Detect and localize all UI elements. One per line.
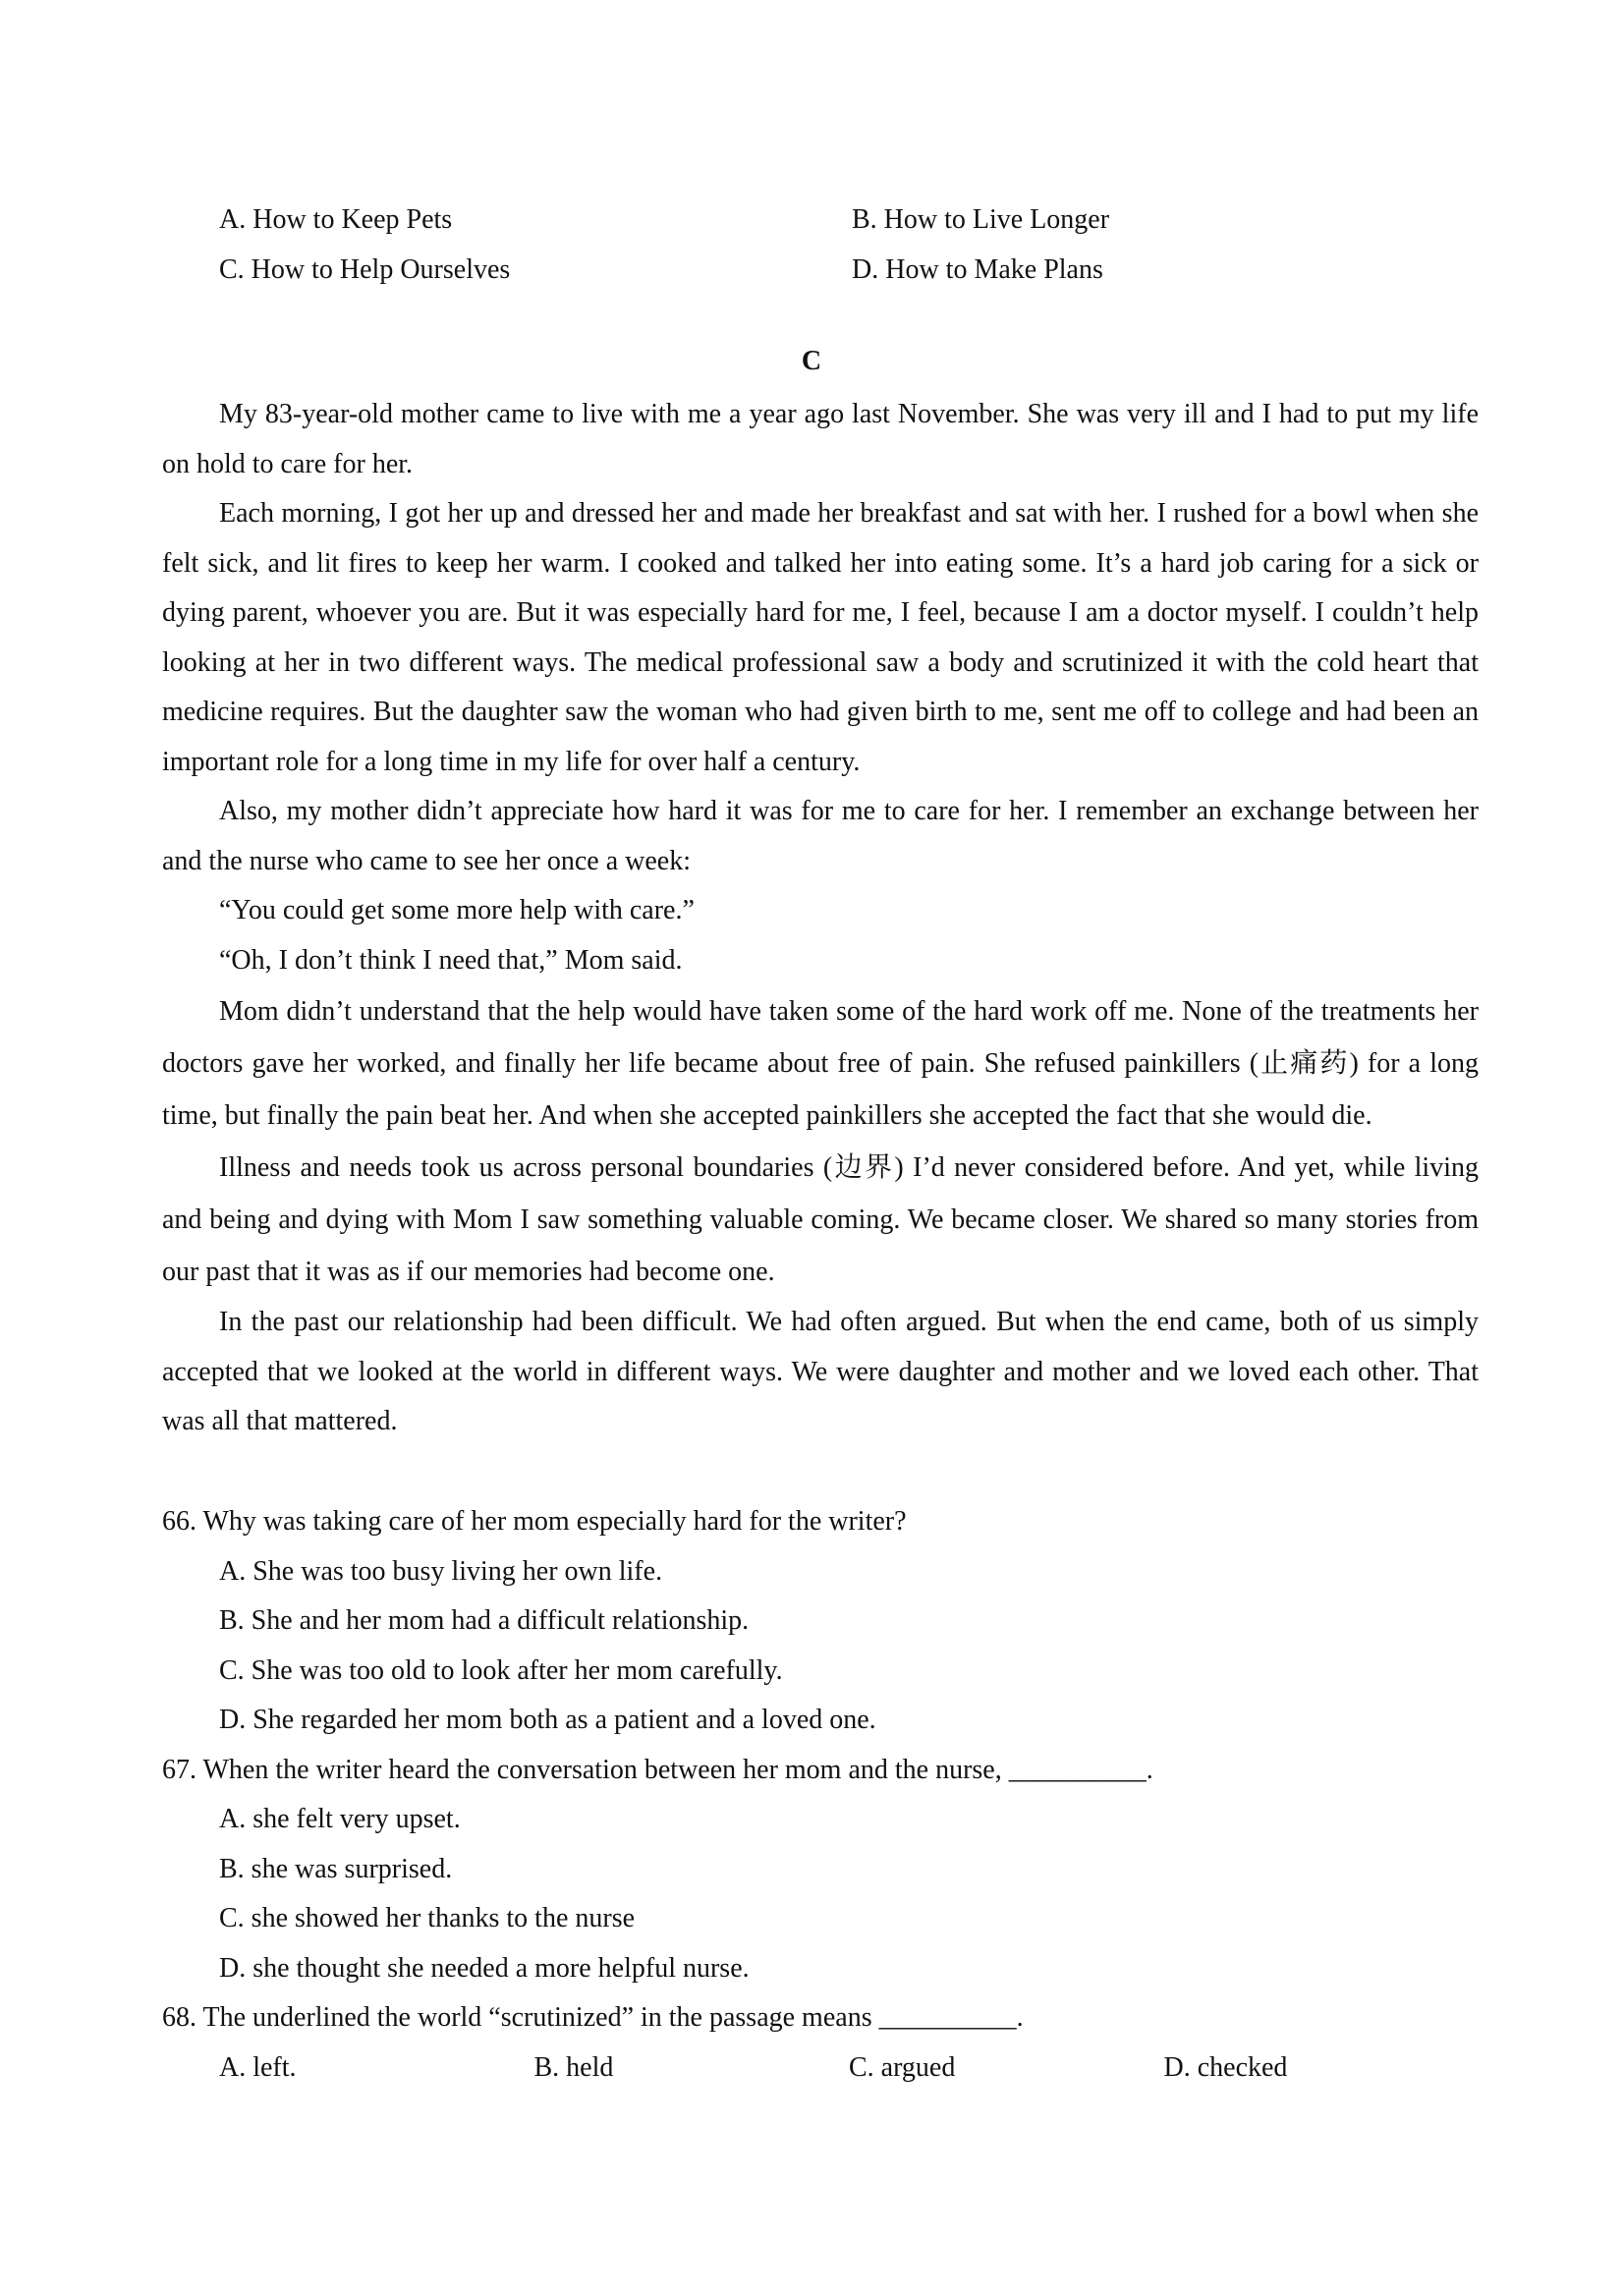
- option-row: [162, 2044, 1479, 2094]
- option-row: [219, 245, 1496, 295]
- passage-paragraph: “You could get some more help with care.”: [219, 895, 695, 925]
- option-b: B. She and her mom had a difficult relationship.: [219, 1605, 750, 1636]
- question-stem: 68. The underlined the world “scrutinized” in the passage means __________.: [162, 2002, 1024, 2033]
- previous-question-options: [219, 195, 1496, 295]
- question-stem: 66. Why was taking care of her mom especially hard for the writer?: [162, 1506, 907, 1537]
- question-list: [162, 1497, 1479, 2093]
- option-b: B. How to Live Longer: [852, 203, 1110, 235]
- option-b: B. she was surprised.: [219, 1853, 453, 1884]
- option-a: A. she felt very upset.: [219, 1804, 461, 1834]
- passage-paragraph: “Oh, I don’t think I need that,” Mom said.: [219, 944, 683, 976]
- option-row: [219, 195, 1496, 245]
- section-label: C: [801, 346, 822, 376]
- option-a: A. How to Keep Pets: [219, 203, 453, 235]
- question-66: [162, 1497, 1479, 1746]
- option-c: C. How to Help Ourselves: [219, 253, 511, 285]
- option-a: A. left.: [219, 2051, 297, 2083]
- question-68: [162, 1993, 1479, 2093]
- passage-paragraph: Mom didn’t understand that the help would have taken some of the hard work off me. None of the treatments her doctors gave her worked, and finally her life became about free of pain. She refused painkillers (止痛药) for a long time, but finally the pain beat her. And when she accepted painkillers she accepted the fact that she would die.: [162, 996, 1479, 1131]
- passage-paragraph: Illness and needs took us across personal boundaries (边界) I’d never considered before. And yet, while living and being and dying with Mom I saw something valuable coming. We became closer. We shared so many stories from our past that it was as if our memories had become one.: [162, 1152, 1479, 1287]
- passage-paragraph: Also, my mother didn’t appreciate how hard it was for me to care for her. I remember an exchange between her and the nurse who came to see her once a week:: [162, 796, 1479, 876]
- option-b: B. held: [533, 2051, 614, 2083]
- option-c: C. She was too old to look after her mom carefully.: [219, 1654, 783, 1686]
- question-stem: 67. When the writer heard the conversation between her mom and the nurse, __________.: [162, 1754, 1153, 1785]
- option-d: D. How to Make Plans: [852, 253, 1103, 285]
- option-d: D. She regarded her mom both as a patient and a loved one.: [219, 1705, 876, 1735]
- reading-passage: [162, 390, 1479, 1447]
- passage-paragraph: My 83-year-old mother came to live with me a year ago last November. She was very ill and I had to put my life on hold to care for her.: [162, 399, 1479, 479]
- option-d: D. checked: [1163, 2051, 1288, 2083]
- option-c: C. argued: [849, 2051, 956, 2083]
- option-d: D. she thought she needed a more helpful nurse.: [219, 1952, 750, 1984]
- passage-paragraph: Each morning, I got her up and dressed her and made her breakfast and sat with her. I rushed for a bowl when she felt sick, and lit fires to keep her warm. I cooked and talked her into eating some. It’s a hard job caring for a sick or dying parent, whoever you are. But it was especially hard for me, I feel, because I am a doctor myself. I couldn’t help looking at her in two different ways. The medical professional saw a body and scrutinized it with the cold heart that medicine requires. But the daughter saw the woman who had given birth to me, sent me off to college and had been an important role for a long time in my life for over half a century.: [162, 498, 1479, 777]
- option-c: C. she showed her thanks to the nurse: [219, 1903, 636, 1933]
- option-a: A. She was too busy living her own life.: [219, 1555, 663, 1587]
- passage-paragraph: In the past our relationship had been difficult. We had often argued. But when the end came, both of us simply accepted that we looked at the world in different ways. We were daughter and mother and we loved each other. That was all that mattered.: [162, 1307, 1479, 1436]
- question-67: [162, 1746, 1479, 1994]
